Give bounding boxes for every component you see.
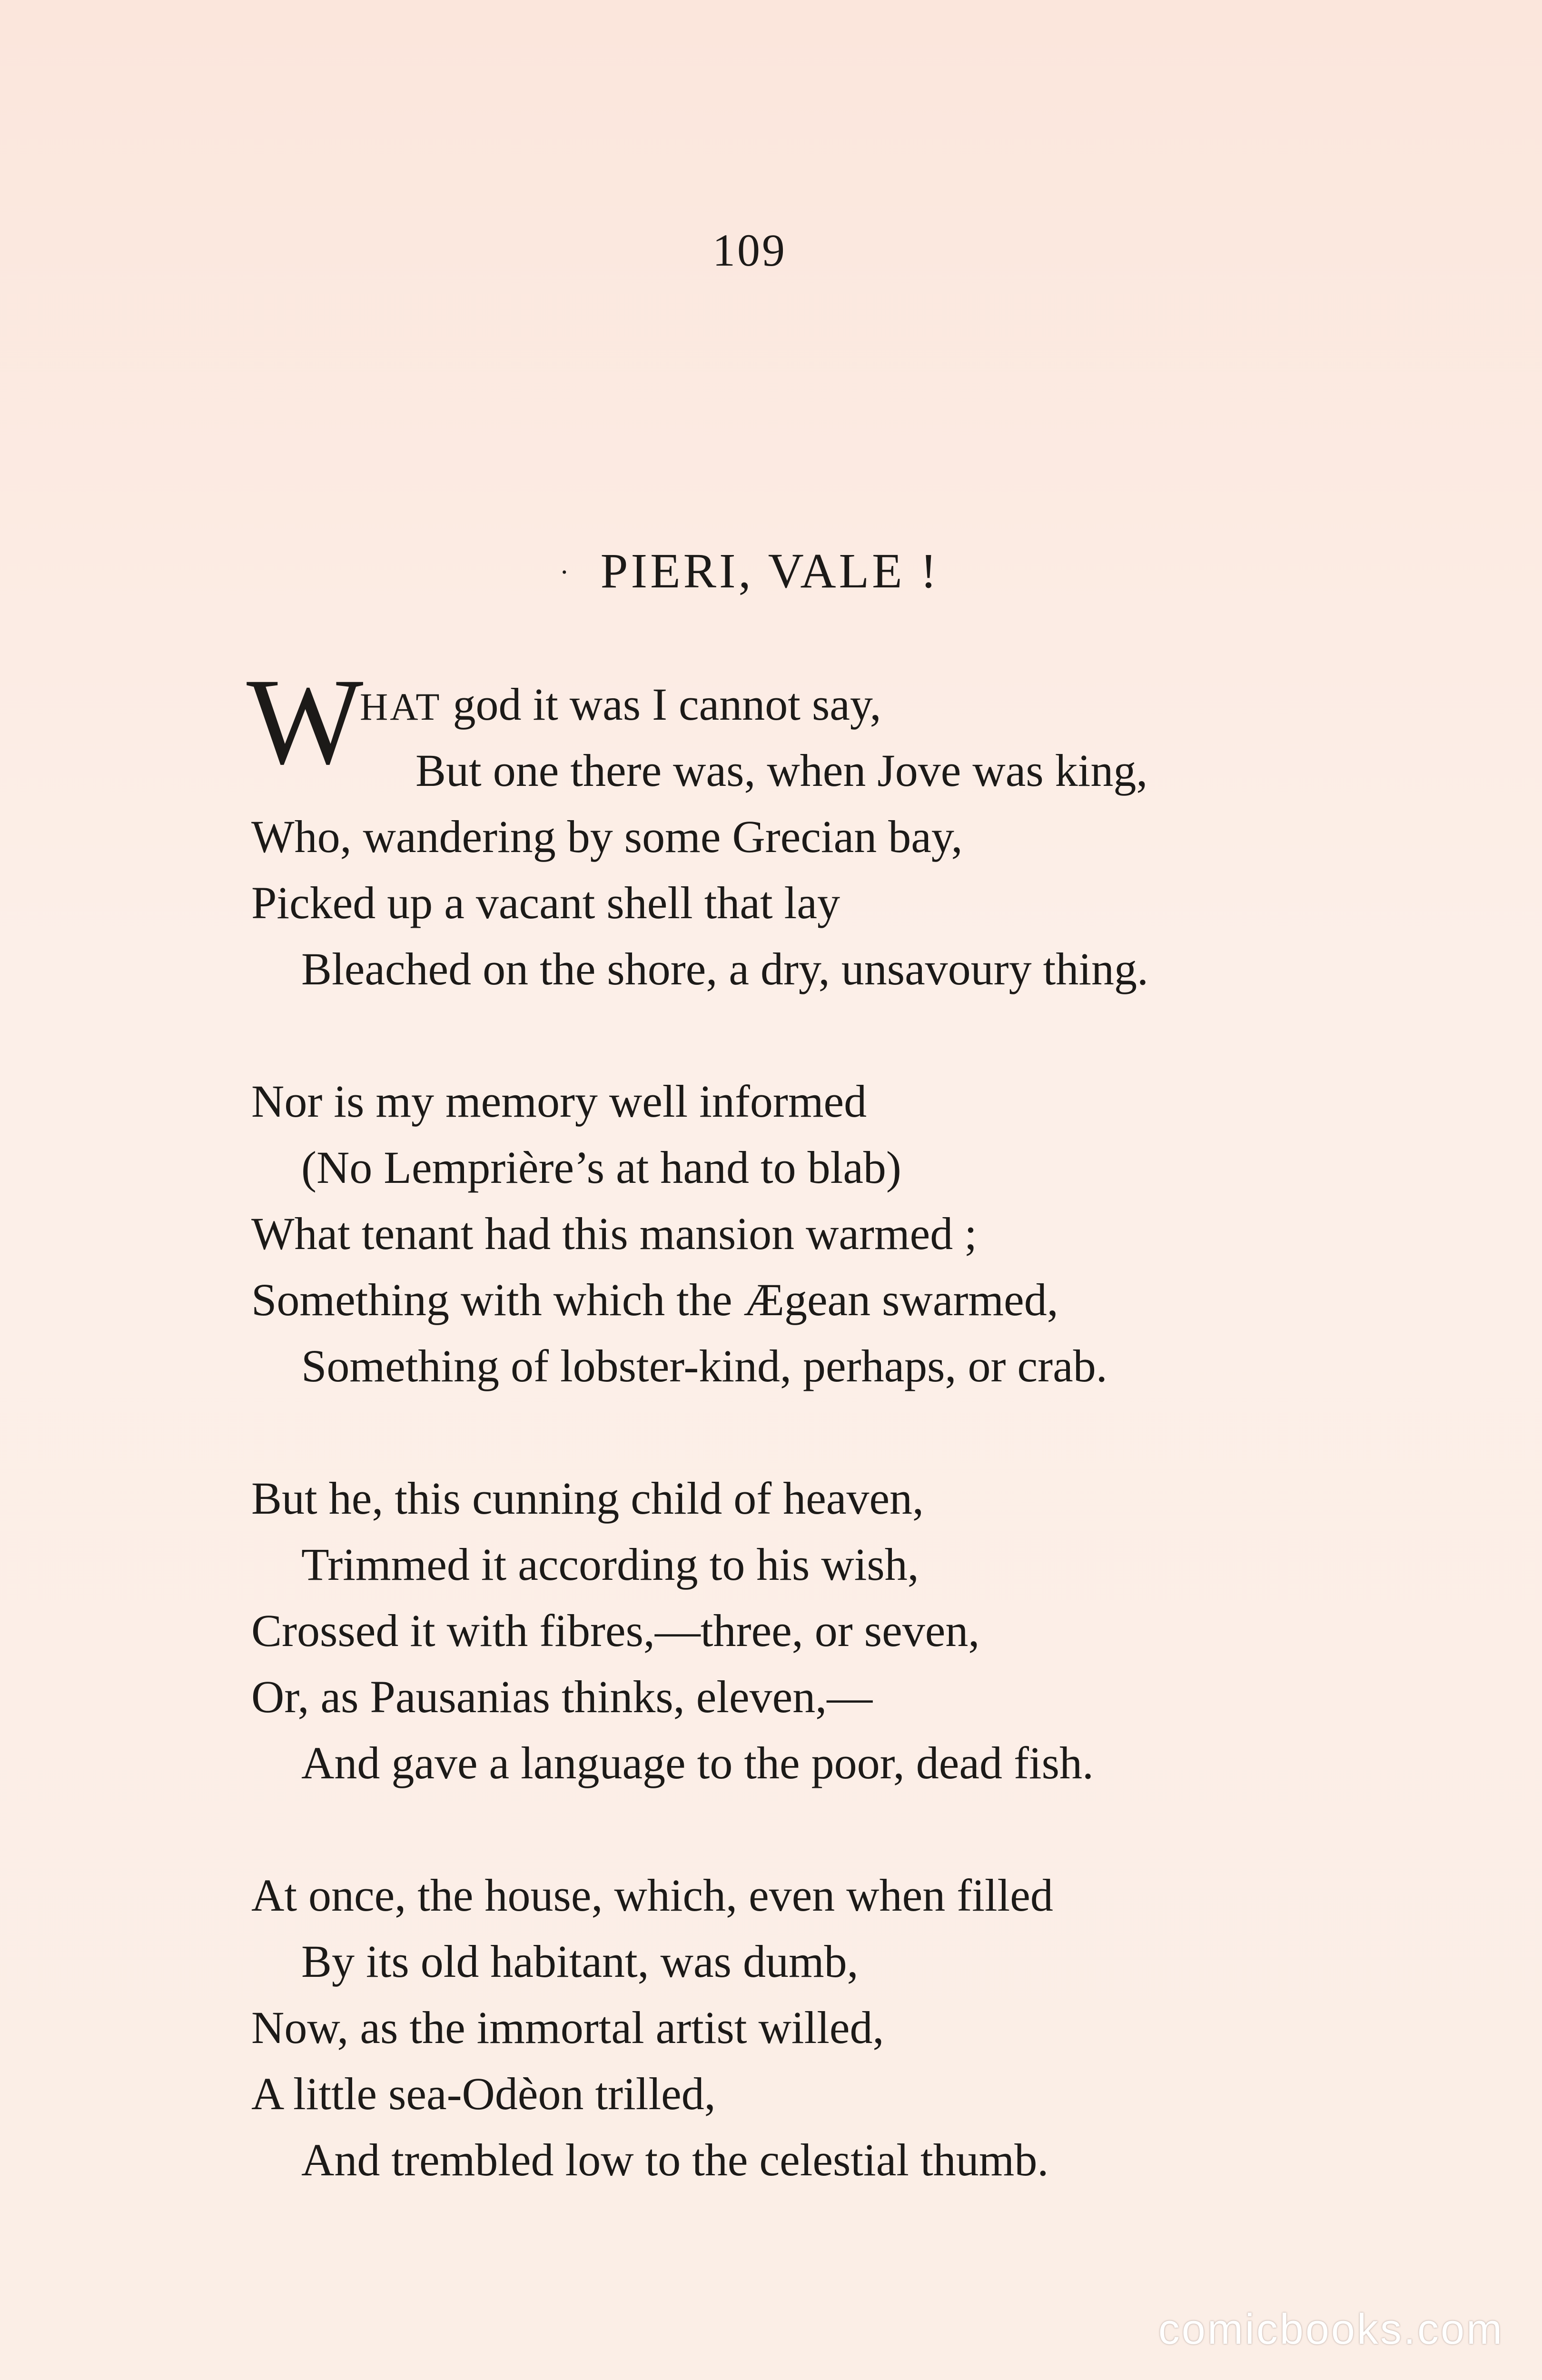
first-word-smallcaps: HAT: [360, 685, 442, 728]
poem-body: [247, 653, 1441, 2259]
poem-title: [0, 543, 1499, 599]
poem-line: Picked up a vacant shell that lay: [251, 877, 840, 928]
poem-line: Or, as Pausanias thinks, eleven,—: [251, 1671, 873, 1722]
stanza-4: [251, 1862, 1441, 2193]
stanza-2: [251, 1068, 1441, 1399]
stanza-3: [251, 1465, 1441, 1796]
poem-line: Crossed it with fibres,—three, or seven,: [251, 1605, 980, 1656]
poem-line: By its old habitant, was dumb,: [301, 1936, 859, 1987]
poem-line: Something with which the Ægean swarmed,: [251, 1274, 1058, 1325]
poem-line: Who, wandering by some Grecian bay,: [251, 811, 963, 862]
poem-line: Now, as the immortal artist willed,: [251, 2002, 884, 2053]
site-watermark: comicbooks.com: [1158, 2306, 1504, 2353]
poem-line: And trembled low to the celestial thumb.: [301, 2134, 1049, 2185]
title-text: PIERI, VALE !: [600, 544, 940, 598]
poem-line: Nor is my memory well informed: [251, 1076, 867, 1127]
poem-line: What tenant had this mansion warmed ;: [251, 1208, 977, 1259]
poem-line: Bleached on the shore, a dry, unsavoury thing.: [301, 943, 1148, 994]
poem-line: But one there was, when Jove was king,: [415, 745, 1148, 796]
page-number: 109: [712, 225, 787, 276]
poem-line: But he, this cunning child of heaven,: [251, 1473, 924, 1524]
poem-line: At once, the house, which, even when filled: [251, 1870, 1053, 1921]
poem-line: (No Lemprière’s at hand to blab): [301, 1142, 901, 1193]
title-bullet: ·: [559, 556, 572, 588]
poem-line: Something of lobster-kind, perhaps, or crab.: [301, 1340, 1107, 1391]
poem-line: Trimmed it according to his wish,: [301, 1539, 919, 1590]
poem-line: And gave a language to the poor, dead fish.: [301, 1737, 1094, 1788]
stanza-1: [247, 653, 1441, 1002]
poem-line: A little sea-Odèon trilled,: [251, 2068, 716, 2119]
first-line-rest: god it was I cannot say,: [441, 679, 881, 730]
drop-cap: W: [247, 653, 364, 790]
